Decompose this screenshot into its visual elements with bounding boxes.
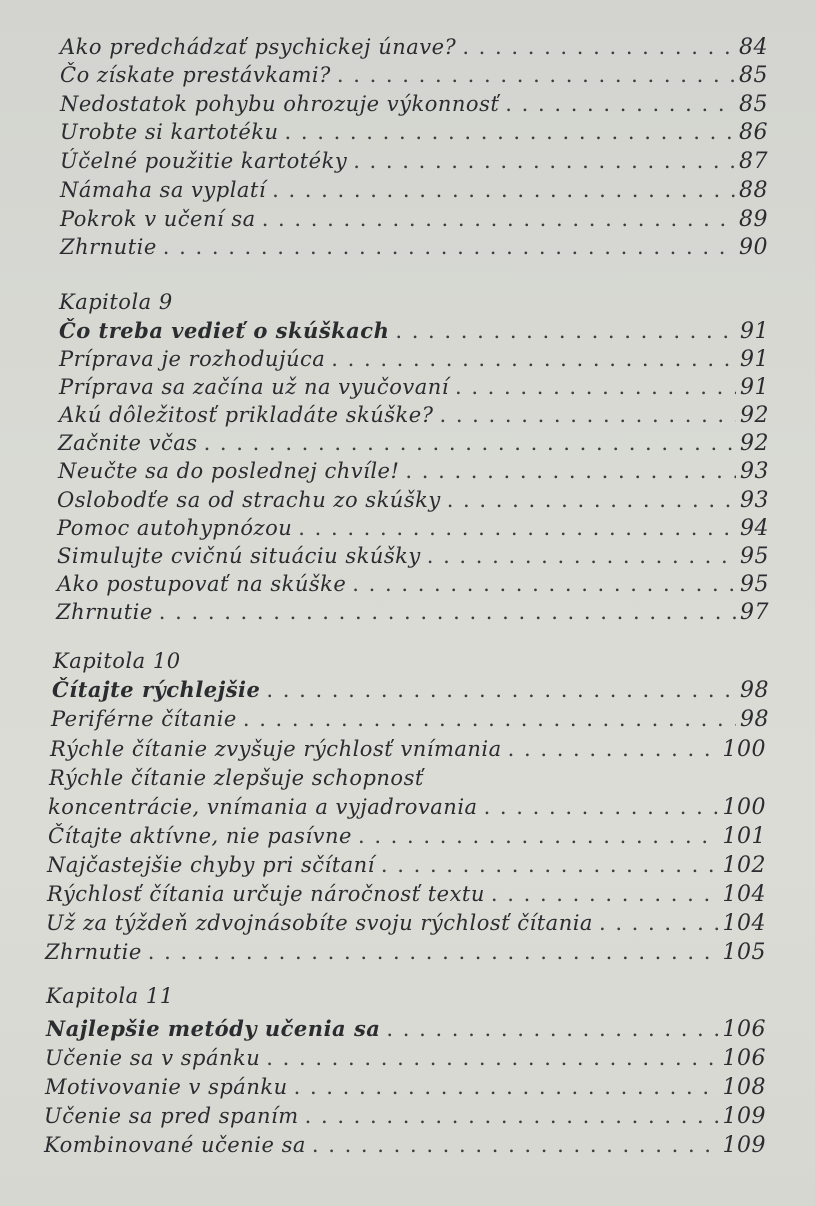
toc-entry-page: 95	[740, 544, 769, 569]
chapter-heading[interactable]	[52, 675, 769, 705]
toc-entry-title: Pomoc autohypnózou	[57, 516, 293, 540]
toc-entry-page: 100	[722, 737, 766, 762]
toc-entry-title: Rýchle čítanie zvyšuje rýchlosť vnímania	[50, 737, 502, 761]
toc-entry-title: Akú dôležitosť prikladáte skúške?	[59, 403, 434, 427]
toc-entry-page: 104	[722, 911, 766, 936]
leader-dots	[285, 117, 735, 147]
toc-entry-title: Začnite včas	[58, 431, 198, 455]
leader-dots	[508, 734, 719, 764]
toc-entry-page: 89	[739, 207, 768, 232]
leader-dots	[266, 675, 736, 705]
toc-entry[interactable]	[45, 1072, 766, 1102]
toc-entry-title: Neučte sa do poslednej chvíle!	[58, 459, 400, 483]
leader-dots	[353, 146, 735, 176]
toc-entry-title: Učenie sa pred spaním	[44, 1104, 299, 1128]
toc-entry-title: Námaha sa vyplatí	[60, 178, 267, 202]
toc-entry[interactable]	[47, 850, 766, 880]
toc-entry-page: 109	[722, 1104, 766, 1129]
toc-entry[interactable]	[44, 1130, 766, 1160]
toc-entry[interactable]	[58, 456, 769, 486]
toc-entry-page: 105	[722, 940, 766, 965]
leader-dots	[163, 232, 735, 262]
toc-entry[interactable]	[47, 879, 766, 909]
leader-dots	[462, 32, 735, 62]
toc-entry-title: Zhrnutie	[56, 600, 153, 624]
toc-entry[interactable]	[44, 1101, 766, 1131]
toc-entry-page: 98	[740, 678, 769, 703]
chapter-heading[interactable]	[46, 1014, 766, 1044]
toc-entry[interactable]	[50, 734, 766, 764]
leader-dots	[455, 372, 736, 402]
toc-entry-page: 106	[722, 1017, 766, 1042]
toc-entry-page: 98	[740, 707, 769, 732]
toc-entry-title: Najlepšie metódy učenia sa	[46, 1016, 381, 1041]
leader-dots	[491, 879, 719, 909]
toc-entry[interactable]	[60, 146, 768, 176]
leader-dots	[298, 513, 736, 543]
toc-entry-page: 91	[740, 347, 769, 372]
toc-entry-title: Najčastejšie chyby pri sčítaní	[47, 853, 375, 877]
leader-dots	[381, 850, 719, 880]
toc-entry-title: Čítajte rýchlejšie	[52, 677, 261, 702]
toc-entry[interactable]	[60, 60, 768, 90]
toc-entry[interactable]	[46, 908, 766, 938]
toc-entry-page: 94	[740, 516, 769, 541]
toc-entry-title: Oslobodťe sa od strachu zo skúšky	[57, 488, 441, 512]
toc-entry-page: 106	[722, 1046, 766, 1071]
toc-entry-page: 93	[740, 459, 769, 484]
leader-dots	[243, 704, 736, 734]
toc-entry-title: Periférne čítanie	[51, 707, 237, 731]
toc-entry-title: Motivovanie v spánku	[45, 1075, 288, 1099]
toc-entry-title: Už za týždeň zdvojnásobíte svoju rýchlosť čítania	[46, 911, 593, 935]
toc-entry-title: Účelné použitie kartotéky	[60, 149, 348, 173]
leader-dots	[484, 792, 719, 822]
toc-entry[interactable]	[60, 117, 768, 147]
toc-entry-title-line2: koncentrácie, vnímania a vyjadrovania	[48, 795, 478, 819]
leader-dots	[352, 569, 736, 599]
toc-entry[interactable]	[45, 937, 766, 967]
toc-entry-page: 85	[739, 63, 768, 88]
toc-entry[interactable]	[57, 569, 769, 599]
toc-entry-page: 84	[739, 35, 768, 60]
toc-entry-title: Čo treba vedieť o skúškach	[59, 318, 390, 343]
toc-entry-title: Nedostatok pohybu ohrozuje výkonnosť	[60, 92, 500, 116]
leader-dots	[148, 937, 719, 967]
leader-dots	[331, 344, 736, 374]
toc-entry-page: 95	[740, 572, 769, 597]
leader-dots	[386, 1014, 718, 1044]
leader-dots	[395, 316, 736, 346]
toc-entry-page: 86	[739, 120, 768, 145]
toc-entry-title: Ako postupovať na skúške	[57, 572, 347, 596]
toc-entry[interactable]	[51, 704, 769, 734]
leader-dots	[405, 456, 736, 486]
toc-entry-page: 102	[722, 853, 766, 878]
leader-dots	[272, 175, 735, 205]
leader-dots	[262, 204, 735, 234]
toc-entry-title-line1: Rýchle čítanie zlepšuje schopnosť	[49, 766, 424, 790]
toc-entry-title: Kombinované učenie sa	[44, 1133, 306, 1157]
leader-dots	[204, 428, 736, 458]
toc-entry[interactable]	[60, 232, 768, 262]
toc-entry-page: 92	[740, 431, 769, 456]
toc-entry-title: Simulujte cvičnú situáciu skúšky	[57, 544, 421, 568]
toc-entry-page: 88	[739, 178, 768, 203]
toc-entry-page: 97	[740, 600, 769, 625]
leader-dots	[599, 908, 719, 938]
toc-entry-page: 101	[722, 824, 766, 849]
toc-entry-title: Príprava sa začína už na vyučovaní	[59, 375, 449, 399]
toc-entry-page: 92	[740, 403, 769, 428]
toc-entry-page: 104	[722, 882, 766, 907]
toc-entry[interactable]	[58, 428, 769, 458]
leader-dots	[294, 1072, 719, 1102]
toc-entry[interactable]	[56, 597, 769, 627]
chapter-label: Kapitola 9	[59, 290, 173, 314]
toc-entry[interactable]	[48, 821, 766, 851]
toc-entry-page: 109	[722, 1133, 766, 1158]
toc-entry[interactable]	[60, 175, 768, 205]
toc-entry-title: Čo získate prestávkami?	[60, 63, 331, 87]
toc-entry-title: Urobte si kartotéku	[60, 120, 279, 144]
toc-entry-page: 85	[739, 92, 768, 117]
leader-dots	[505, 89, 735, 119]
leader-dots	[427, 541, 736, 571]
toc-entry-page: 90	[739, 235, 768, 260]
toc-entry-page: 91	[740, 375, 769, 400]
toc-entry-page: 100	[722, 795, 766, 820]
chapter-heading[interactable]	[59, 316, 769, 346]
leader-dots	[337, 60, 735, 90]
toc-entry-title: Zhrnutie	[60, 235, 157, 259]
toc-entry[interactable]	[57, 485, 769, 515]
leader-dots	[439, 400, 736, 430]
toc-entry[interactable]	[45, 1043, 766, 1073]
toc-entry-title: Pokrok v učení sa	[60, 207, 256, 231]
leader-dots	[312, 1130, 719, 1160]
leader-dots	[305, 1101, 719, 1131]
toc-entry-title: Čítajte aktívne, nie pasívne	[48, 824, 352, 848]
toc-entry-title: Učenie sa v spánku	[45, 1046, 261, 1070]
leader-dots	[447, 485, 736, 515]
toc-entry[interactable]	[59, 400, 769, 430]
toc-entry-page: 91	[740, 319, 769, 344]
toc-entry[interactable]	[60, 32, 768, 62]
toc-entry[interactable]	[48, 792, 766, 822]
toc-entry-title: Rýchlosť čítania určuje náročnosť textu	[47, 882, 485, 906]
toc-entry[interactable]	[57, 513, 769, 543]
toc-entry[interactable]	[59, 344, 769, 374]
toc-entry-title: Príprava je rozhodujúca	[59, 347, 326, 371]
toc-entry-page: 93	[740, 488, 769, 513]
chapter-label: Kapitola 11	[46, 984, 174, 1008]
toc-entry[interactable]	[57, 541, 769, 571]
toc-entry-page: 108	[722, 1075, 766, 1100]
toc-entry[interactable]	[60, 89, 768, 119]
leader-dots	[358, 821, 719, 851]
leader-dots	[266, 1043, 718, 1073]
chapter-label: Kapitola 10	[53, 649, 181, 673]
toc-entry-page: 87	[739, 149, 768, 174]
toc-entry-title: Zhrnutie	[45, 940, 142, 964]
leader-dots	[159, 597, 736, 627]
toc-entry[interactable]	[60, 204, 768, 234]
toc-entry[interactable]	[59, 372, 769, 402]
toc-entry-title: Ako predchádzať psychickej únave?	[60, 35, 457, 59]
